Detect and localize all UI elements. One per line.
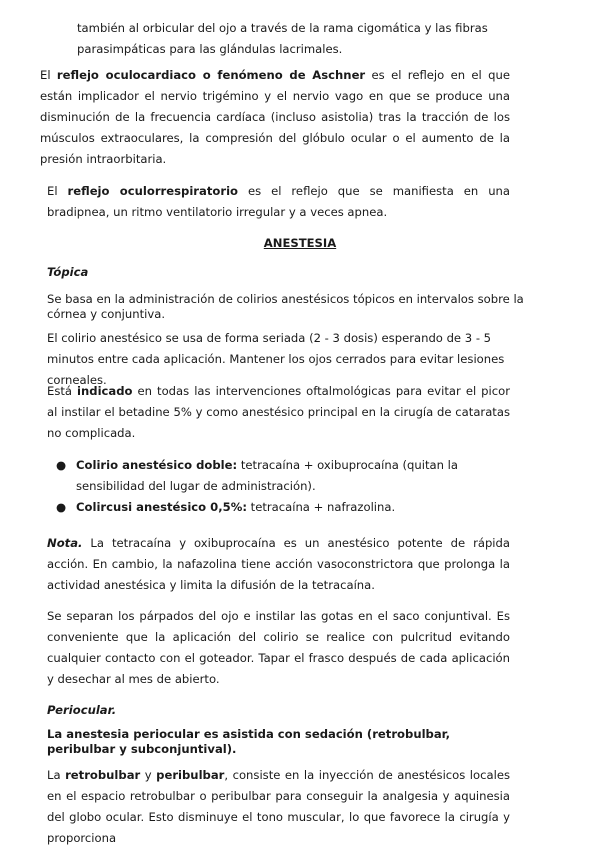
label-nota: Nota. [47,536,83,550]
paragraph-separar: Se separan los párpados del ojo e instilar las gotas en el saco conjuntival. Es conveniente que la aplicación del colirio se realice con pulcritud evitando cualquier contacto con el goteador. Tapar el frasco después de cada aplicación y desechar al mes de abierto. [47,609,510,686]
paragraph-oculocardiaco: El reflejo oculocardiaco o fenómeno de Aschner es el reflejo en el que están implicador el nervio trigémino y el nervio vago en que se produce una disminución de la frecuencia cardíaca (incluso asistolia) tras la tracción de los músculos extraoculares, la compresión del glóbulo ocular o el aumento de la presión intraorbitaria. [40,68,510,166]
subheading-topica: Tópica [47,265,89,279]
term-retrobulbar: retrobulbar [65,768,141,782]
paragraph-topica-indicado: Está indicado en todas las intervenciones oftalmológicas para evitar el picor al instilar el betadine 5% y como anestésico principal en la cirugía de cataratas no complicada. [47,384,510,440]
paragraph-nota: Nota. La tetracaína y oxibuprocaína es un anestésico potente de rápida acción. En cambio, la nafazolina tiene acción vasoconstrictora que prolonga la actividad anestésica y limita la difusión de la tetracaína. [47,536,510,592]
subheading-periocular: Periocular. [47,703,117,717]
paragraph-oculorrespiratorio: El reflejo oculorrespiratorio es el reflejo que se manifiesta en una bradipnea, un ritmo ventilatorio irregular y a veces apnea. [47,184,510,219]
term-indicado: indicado [77,384,133,398]
term-peribulbar: peribulbar [156,768,225,782]
list-item: ● Colircusi anestésico 0,5%: tetracaína + nafrazolina. [60,497,510,518]
list-item: ● Colirio anestésico doble: tetracaína + oxibuprocaína (quitan la sensibilidad del lugar de administración). [60,455,510,497]
paragraph-periocular-sedacion: La anestesia periocular es asistida con sedación (retrobulbar, peribulbar y subconjuntival). [47,727,451,756]
bullet-icon: ● [56,500,67,514]
term-oculocardiaco: reflejo oculocardiaco o fenómeno de Aschner [56,68,366,82]
intro-line-2: parasimpáticas para las glándulas lacrimales. [77,42,343,56]
section-heading-anestesia: ANESTESIA [263,236,337,250]
paragraph-topica-base: Se basa en la administración de colirios anestésicos tópicos en intervalos sobre la córnea y conjuntiva. [47,292,524,321]
intro-line-1: también al orbicular del ojo a través de la rama cigomática y las fibras [77,21,488,35]
paragraph-topica-seriada: El colirio anestésico se usa de forma seriada (2 - 3 dosis) esperando de 3 - 5 minutos entre cada aplicación. Mantener los ojos cerrados para evitar lesiones corneales. [47,331,505,387]
term-oculorrespiratorio: reflejo oculorrespiratorio [67,184,239,198]
paragraph-retrobulbar: La retrobulbar y peribulbar, consiste en la inyección de anestésicos locales en el espacio retrobulbar o peribulbar para conseguir la analgesia y aquinesia del globo ocular. Esto disminuye el tono muscular, lo que favorece la cirugía y proporciona [47,768,510,845]
bullet-icon: ● [56,458,67,472]
